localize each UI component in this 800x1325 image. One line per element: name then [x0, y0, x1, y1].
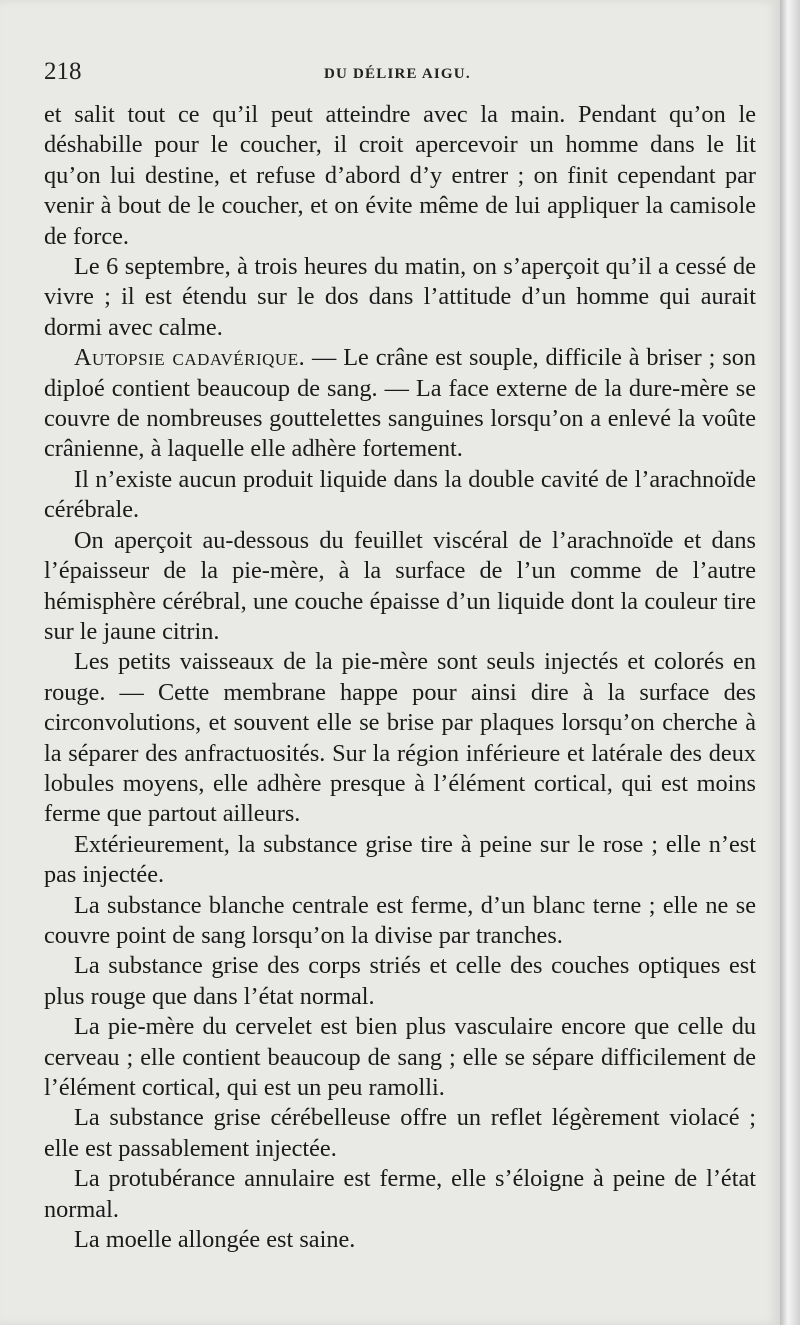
paragraph-11: La substance grise cérébelleuse offre un reflet légèrement violacé ; elle est passablement injectée.	[44, 1104, 756, 1162]
paragraph-12: La protubérance annulaire est ferme, elle s’éloigne à peine de l’état normal.	[44, 1165, 756, 1223]
paragraph-8: La substance blanche centrale est ferme, d’un blanc terne ; elle ne se couvre point de sang lorsqu’on la divise par tranches.	[44, 891, 756, 949]
paragraph-2: Le 6 septembre, à trois heures du matin, on s’aperçoit qu’il a cessé de vivre ; il est étendu sur le dos dans l’attitude d’un homme qui aurait dormi avec calme.	[44, 253, 756, 341]
page-number: 218	[44, 58, 82, 85]
paragraph-10: La pie-mère du cervelet est bien plus vasculaire encore que celle du cerveau ; elle contient beaucoup de sang ; elle se sépare difficilement de l’élément cortical, qui est un peu ramolli.	[44, 1013, 756, 1101]
paragraph-3-text: — Le crâne est souple, difficile à briser ; son diploé contient beaucoup de sang. — La face externe de la dure-mère se couvre de nombreuses gouttelettes sanguines lorsqu’on a enlevé la voûte crânienne, à laquelle elle adhère fortement.	[44, 344, 757, 463]
paragraph-5: On aperçoit au-dessous du feuillet viscéral de l’arachnoïde et dans l’épaisseur de la pie-mère, à la surface de l’un comme de l’autre hémisphère cérébral, une couche épaisse d’un liquide dont la couleur tire sur le jaune citrin.	[44, 526, 756, 645]
running-title: DU DÉLIRE AIGU.	[324, 66, 471, 82]
paragraph-4: Il n’existe aucun produit liquide dans la double cavité de l’arachnoïde cérébrale.	[44, 465, 756, 524]
paragraph-1: et salit tout ce qu’il peut atteindre avec la main. Pendant qu’on le déshabille pour le coucher, il croit apercevoir un homme dans le lit qu’on lui destine, et refuse d’abord d’y entrer ; on finit cependant par venir à bout de le coucher, et on évite même de lui appliquer la camisole de force.	[44, 101, 756, 250]
paragraph-13: La moelle allongée est saine.	[74, 1226, 356, 1254]
page-header	[44, 58, 756, 92]
paragraph-6: Les petits vaisseaux de la pie-mère sont seuls injectés et colorés en rouge. — Cette membrane happe pour ainsi dire à la surface des circonvolutions, et souvent elle se brise par plaques lorsqu’on cherche à la séparer des anfractuosités. Sur la région inférieure et latérale des deux lobules moyens, elle adhère presque à l’élément cortical, qui est moins ferme que partout ailleurs.	[44, 648, 756, 828]
paragraph-9: La substance grise des corps striés et celle des couches optiques est plus rouge que dans l’état normal.	[44, 952, 756, 1010]
page-edge	[780, 0, 800, 1325]
body-text	[44, 100, 756, 1255]
section-label-autopsy: Autopsie cadavérique.	[74, 344, 306, 372]
paragraph-7: Extérieurement, la substance grise tire à peine sur le rose ; elle n’est pas injectée.	[44, 830, 756, 889]
paragraph-3	[44, 343, 756, 465]
